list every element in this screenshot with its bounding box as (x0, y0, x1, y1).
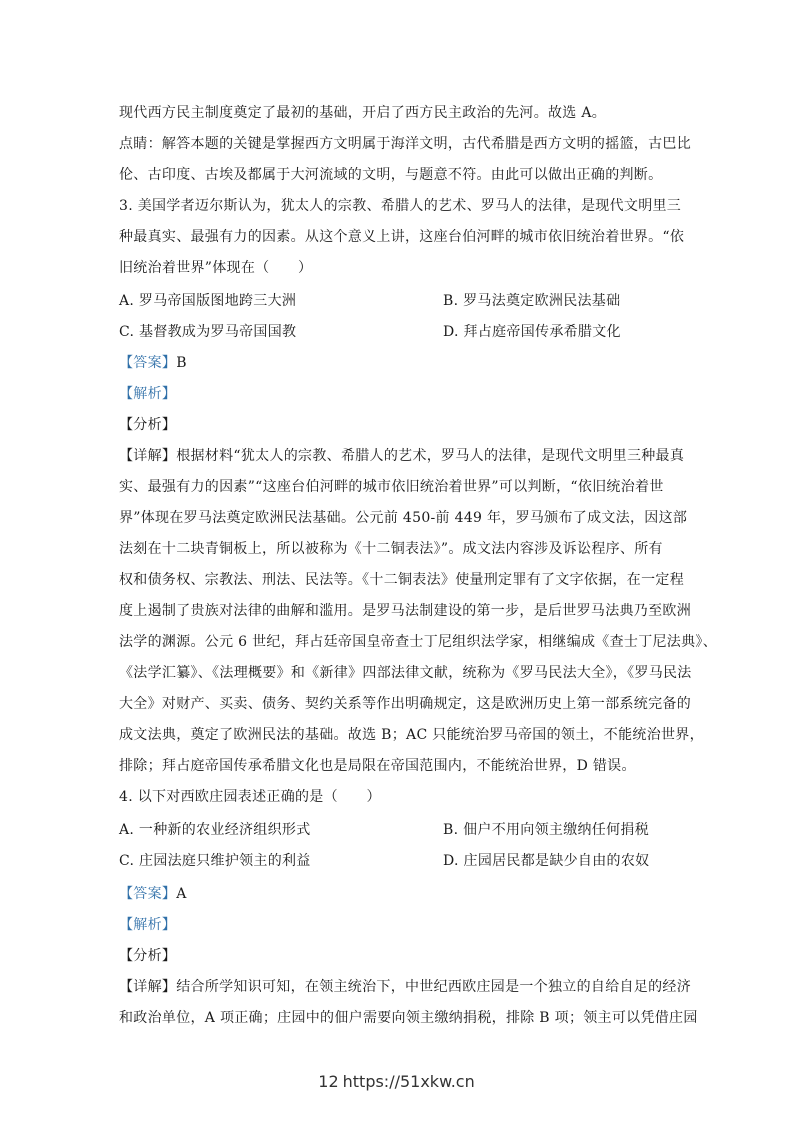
q3-fenxi-heading: 【分析】 (119, 417, 177, 433)
detail-tag: 【详解】 (119, 448, 177, 464)
q3-detail-line: 《法学汇纂》、《法理概要》和《新律》四部法律文献，统称为《罗马民法大全》，《罗马民法 (119, 665, 692, 681)
answer-value: A (176, 886, 187, 902)
q3-option-a: A. 罗马帝国版图地跨三大洲 (119, 293, 297, 309)
question-3-stem: 3. 美国学者迈尔斯认为，犹太人的宗教、希腊人的艺术、罗马人的法律，是现代文明里三 (119, 198, 682, 214)
q3-detail-line: 成文法典，奠定了欧洲民法的基础。故选 B；AC 只能统治罗马帝国的领土，不能统治世界， (119, 727, 704, 743)
q3-detail-line: 实、最强有力的因素”“这座台伯河畔的城市依旧统治着世界”可以判断，“依旧统治着世 (119, 479, 664, 495)
q3-option-c: C. 基督教成为罗马帝国国教 (119, 324, 297, 340)
q4-jiexi-heading: 【解析】 (119, 917, 177, 933)
detail-tag: 【详解】 (119, 979, 177, 995)
question-3-stem: 旧统治着世界”体现在（ ） (119, 260, 313, 276)
q4-fenxi-heading: 【分析】 (119, 948, 177, 964)
q3-detail-line: 权和债务权、宗教法、刑法、民法等。《十二铜表法》使量刑定罪有了文字依据，在一定程 (119, 572, 684, 588)
q4-option-b: B. 佃户不用向领主缴纳任何捐税 (443, 822, 649, 838)
q3-detail-line: 【详解】根据材料“犹太人的宗教、希腊人的艺术，罗马人的法律，是现代文明里三种最真 (119, 448, 685, 464)
q4-detail-line: 和政治单位，A 项正确；庄园中的佃户需要向领主缴纳捐税，排除 B 项；领主可以凭借庄园 (119, 1010, 698, 1026)
q3-detail-line: 大全》对财产、买卖、债务、契约关系等作出明确规定，这是欧洲历史上第一部系统完备的 (119, 696, 691, 712)
q3-option-d: D. 拜占庭帝国传承希腊文化 (443, 324, 621, 340)
q3-detail-line: 法刻在十二块青铜板上，所以被称为《十二铜表法》”。成文法内容涉及诉讼程序、所有 (119, 541, 663, 557)
q3-detail-line: 法学的渊源。公元 6 世纪，拜占廷帝国皇帝查士丁尼组织法学家，相继编成《查士丁尼法典》、 (119, 634, 718, 650)
text-line: 现代西方民主制度奠定了最初的基础，开启了西方民主政治的先河。故选 A。 (119, 105, 607, 121)
q3-option-b: B. 罗马法奠定欧洲民法基础 (443, 293, 621, 309)
q4-detail-line: 【详解】结合所学知识可知，在领主统治下，中世纪西欧庄园是一个独立的自给自足的经济 (119, 979, 692, 995)
answer-tag: 【答案】 (119, 355, 177, 371)
question-4-stem: 4. 以下对西欧庄园表述正确的是（ ） (119, 789, 381, 805)
q4-answer (119, 885, 187, 903)
text-line: 点睛：解答本题的关键是掌握西方文明属于海洋文明，古代希腊是西方文明的摇篮，古巴比 (119, 136, 691, 152)
page-footer (0, 1072, 793, 1091)
q3-detail-line: 度上遏制了贵族对法律的曲解和滥用。是罗马法制建设的第一步，是后世罗马法典乃至欧洲 (119, 603, 691, 619)
page-number: 12 (318, 1072, 339, 1091)
q3-answer (119, 354, 187, 372)
q3-detail-line: 排除；拜占庭帝国传承希腊文化也是局限在帝国范围内，不能统治世界，D 错误。 (119, 758, 636, 774)
q4-option-d: D. 庄园居民都是缺少自由的农奴 (443, 853, 650, 869)
answer-tag: 【答案】 (119, 886, 177, 902)
footer-url: https://51xkw.cn (342, 1072, 475, 1091)
q4-option-c: C. 庄园法庭只维护领主的利益 (119, 853, 311, 869)
q3-detail-line: 界”体现在罗马法奠定欧洲民法基础。公元前 450-前 449 年，罗马颁布了成文法，因这部 (119, 510, 688, 526)
q4-option-a: A. 一种新的农业经济组织形式 (119, 822, 311, 838)
text-line: 伦、古印度、古埃及都属于大河流域的文明，与题意不符。由此可以做出正确的判断。 (119, 167, 663, 183)
question-3-stem: 种最真实、最强有力的因素。从这个意义上讲，这座台伯河畔的城市依旧统治着世界。“依 (119, 229, 685, 245)
q3-jiexi-heading: 【解析】 (119, 386, 177, 402)
answer-value: B (176, 355, 187, 371)
